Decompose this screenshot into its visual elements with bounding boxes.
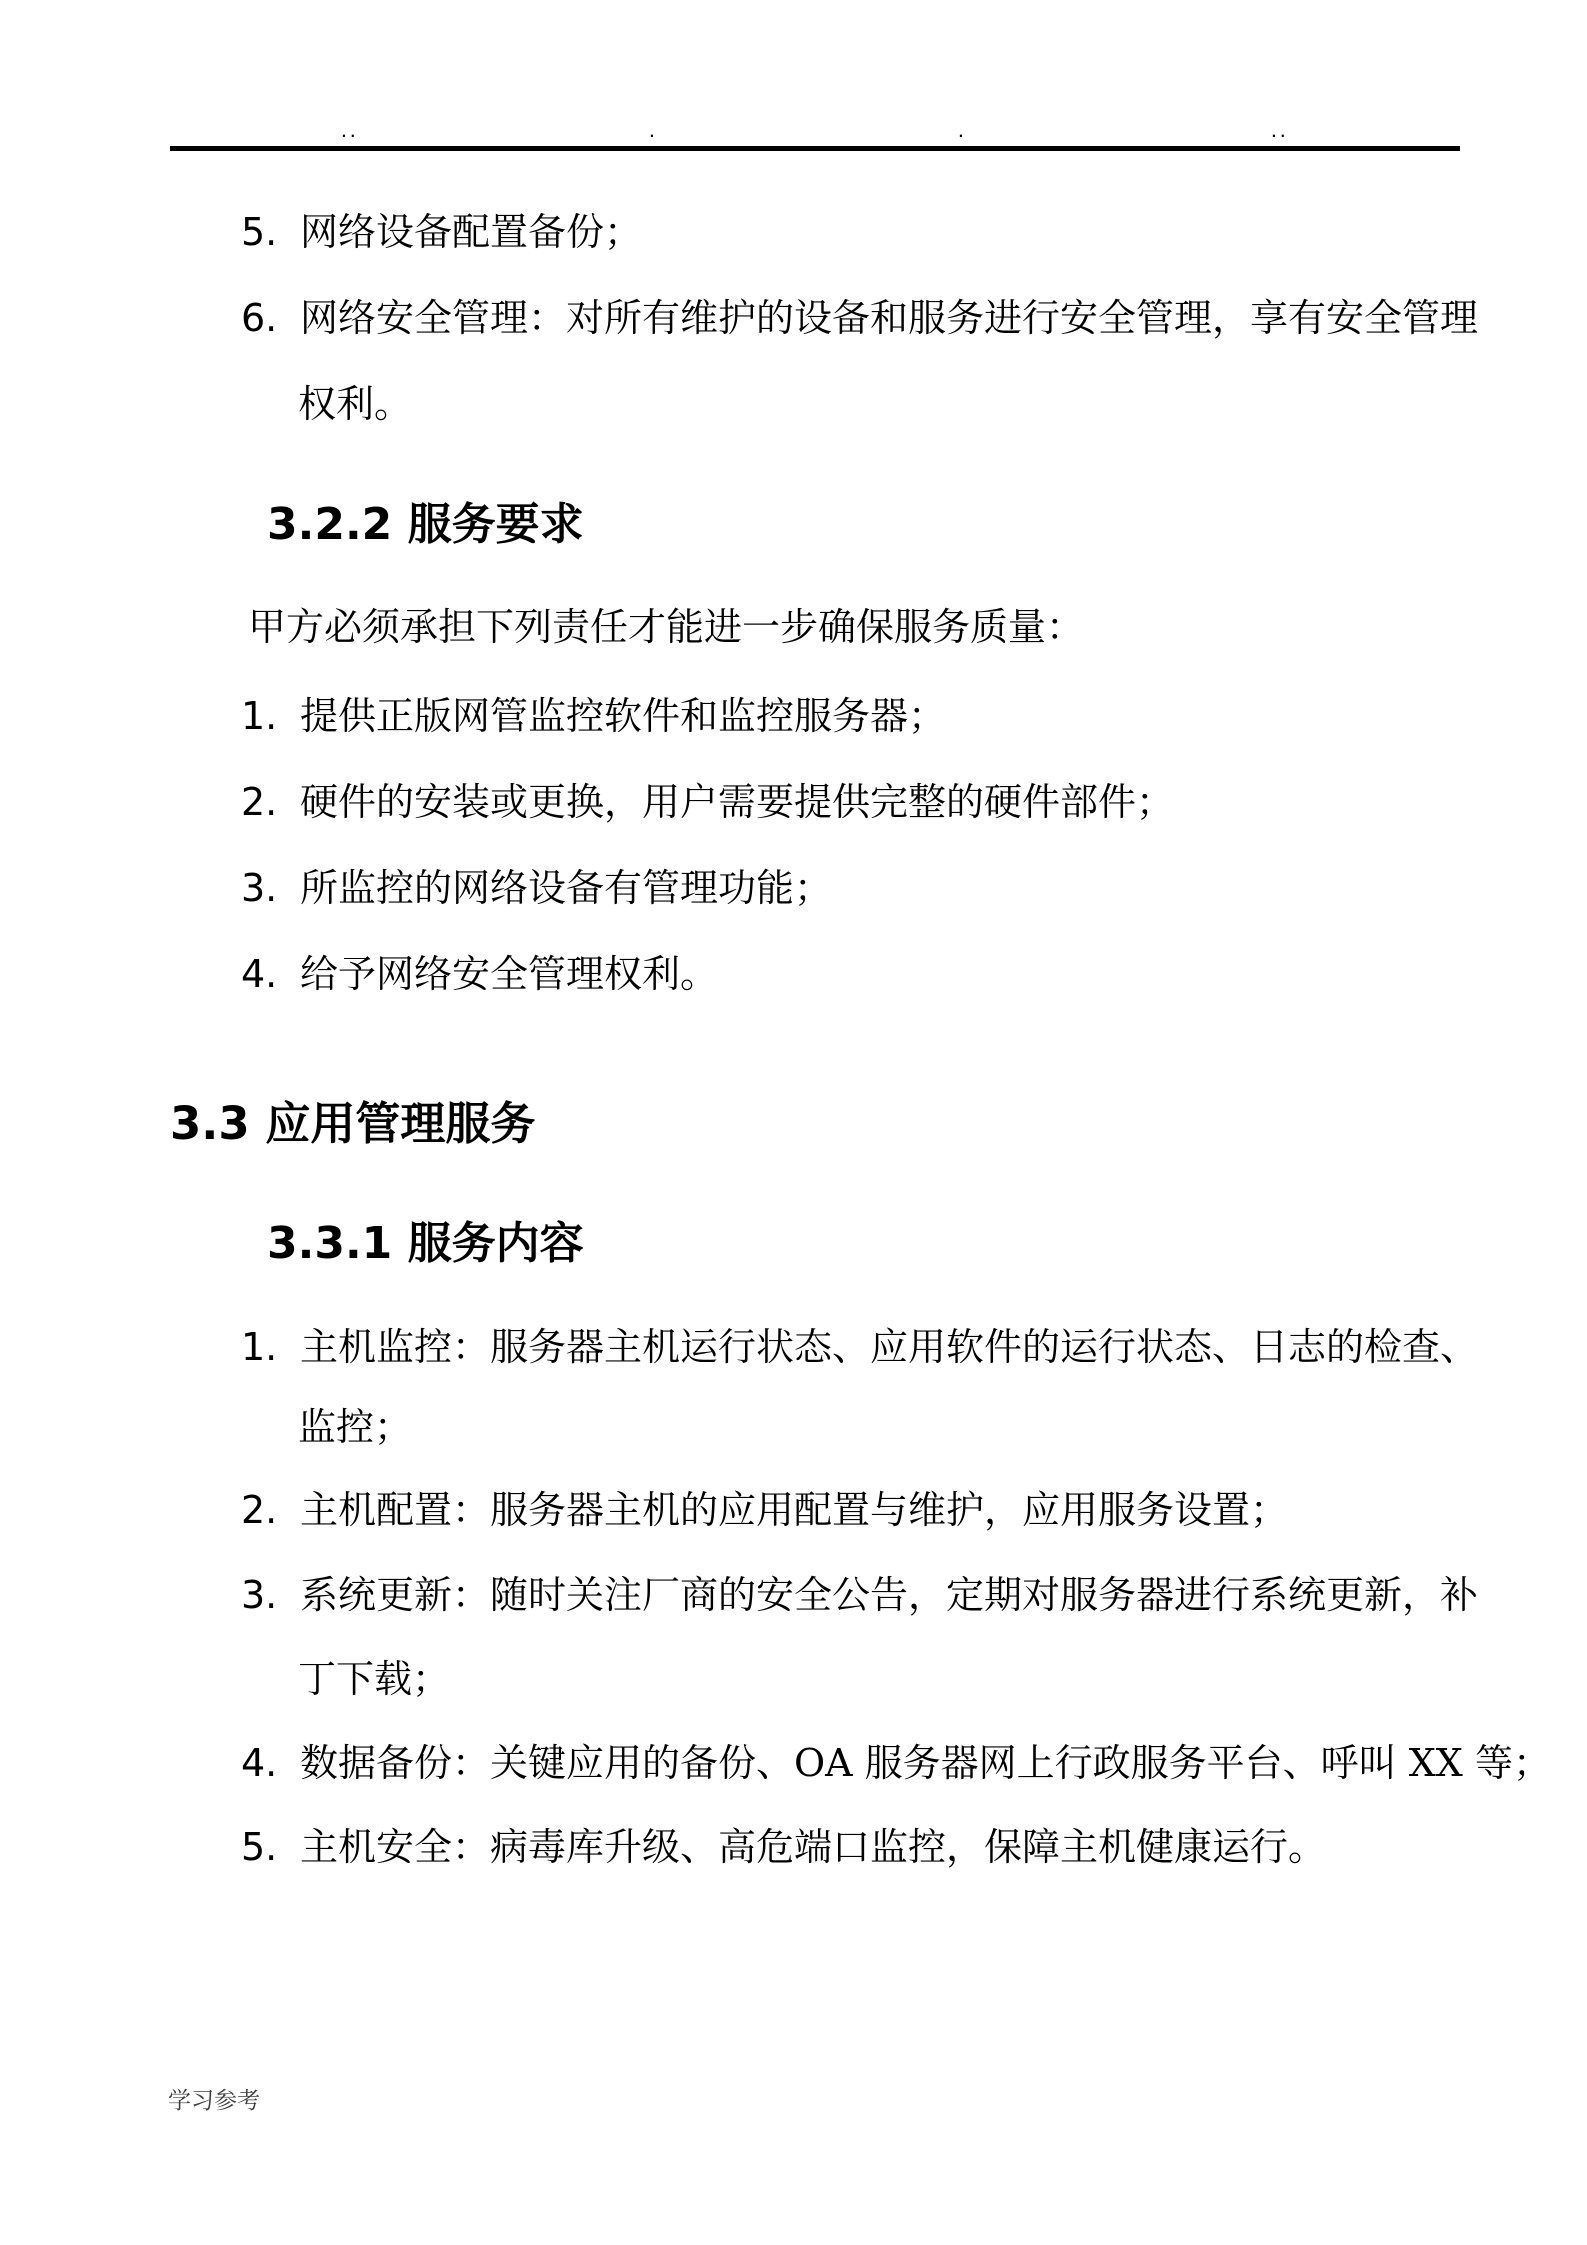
list-item-number: 3.: [241, 866, 278, 910]
list-item: [170, 294, 1480, 342]
list-item: [170, 208, 1480, 256]
list-item-text: 权利。: [298, 382, 413, 426]
list-item-text: 丁下载；: [298, 1657, 451, 1701]
list-item-text: 系统更新：随时关注厂商的安全公告，定期对服务器进行系统更新，补: [300, 1573, 1479, 1617]
list-item-number: 6.: [241, 296, 278, 340]
list-item: [170, 692, 1480, 740]
paragraph-text: 甲方必须承担下列责任才能进一步确保服务质量：: [248, 605, 1085, 649]
list-item: [170, 1739, 1551, 1787]
list-item-text: 主机监控：服务器主机运行状态、应用软件的运行状态、日志的检查、: [300, 1325, 1479, 1369]
list-item-text: 给予网络安全管理权利。: [300, 952, 719, 996]
list-item-text: 所监控的网络设备有管理功能；: [300, 866, 833, 910]
header-artifact: ..: [340, 126, 358, 141]
list-item: [170, 778, 1480, 826]
list-item: [170, 950, 1480, 998]
list-item-text: 提供正版网管监控软件和监控服务器；: [300, 694, 947, 738]
list-item-number: 1.: [241, 694, 278, 738]
list-item-number: 1.: [241, 1325, 278, 1369]
list-item: [170, 864, 1480, 912]
header-rule: [170, 146, 1460, 151]
list-item-number: 2.: [241, 1488, 278, 1532]
list-item-number: 3.: [241, 1573, 278, 1617]
list-item-number: 2.: [241, 780, 278, 824]
list-item: [170, 1823, 1480, 1871]
paragraph: [170, 603, 1480, 651]
footer-text: 学习参考: [168, 2088, 260, 2114]
list-item-number: 4.: [241, 952, 278, 996]
list-item-text: 硬件的安装或更换，用户需要提供完整的硬件部件；: [300, 780, 1175, 824]
list-item-text: 网络设备配置备份；: [300, 210, 643, 254]
list-item-number: 5.: [241, 1825, 278, 1869]
list-item: [170, 1486, 1480, 1534]
list-item-continuation: [170, 1655, 1480, 1703]
list-item: [170, 1323, 1480, 1371]
list-item-number: 4.: [241, 1741, 278, 1785]
section-heading: 3.2.2 服务要求: [267, 499, 584, 550]
header-artifact: ..: [1270, 126, 1288, 141]
section-heading: 3.3.1 服务内容: [267, 1218, 584, 1269]
list-item-text: 主机安全：病毒库升级、高危端口监控，保障主机健康运行。: [300, 1825, 1327, 1869]
section-heading: 3.3 应用管理服务: [170, 1097, 536, 1150]
list-item-text: 网络安全管理：对所有维护的设备和服务进行安全管理，享有安全管理: [300, 296, 1479, 340]
list-item-continuation: [170, 1403, 1480, 1451]
list-item-continuation: [170, 380, 1480, 428]
list-item: [170, 1571, 1480, 1619]
header-artifact: .: [957, 126, 966, 141]
list-item-text: 主机配置：服务器主机的应用配置与维护，应用服务设置；: [300, 1488, 1289, 1532]
list-item-text: 数据备份：关键应用的备份、OA 服务器网上行政服务平台、呼叫 XX 等；: [300, 1741, 1551, 1785]
list-item-number: 5.: [241, 210, 278, 254]
list-item-text: 监控；: [298, 1405, 413, 1449]
header-artifact: .: [648, 126, 657, 141]
